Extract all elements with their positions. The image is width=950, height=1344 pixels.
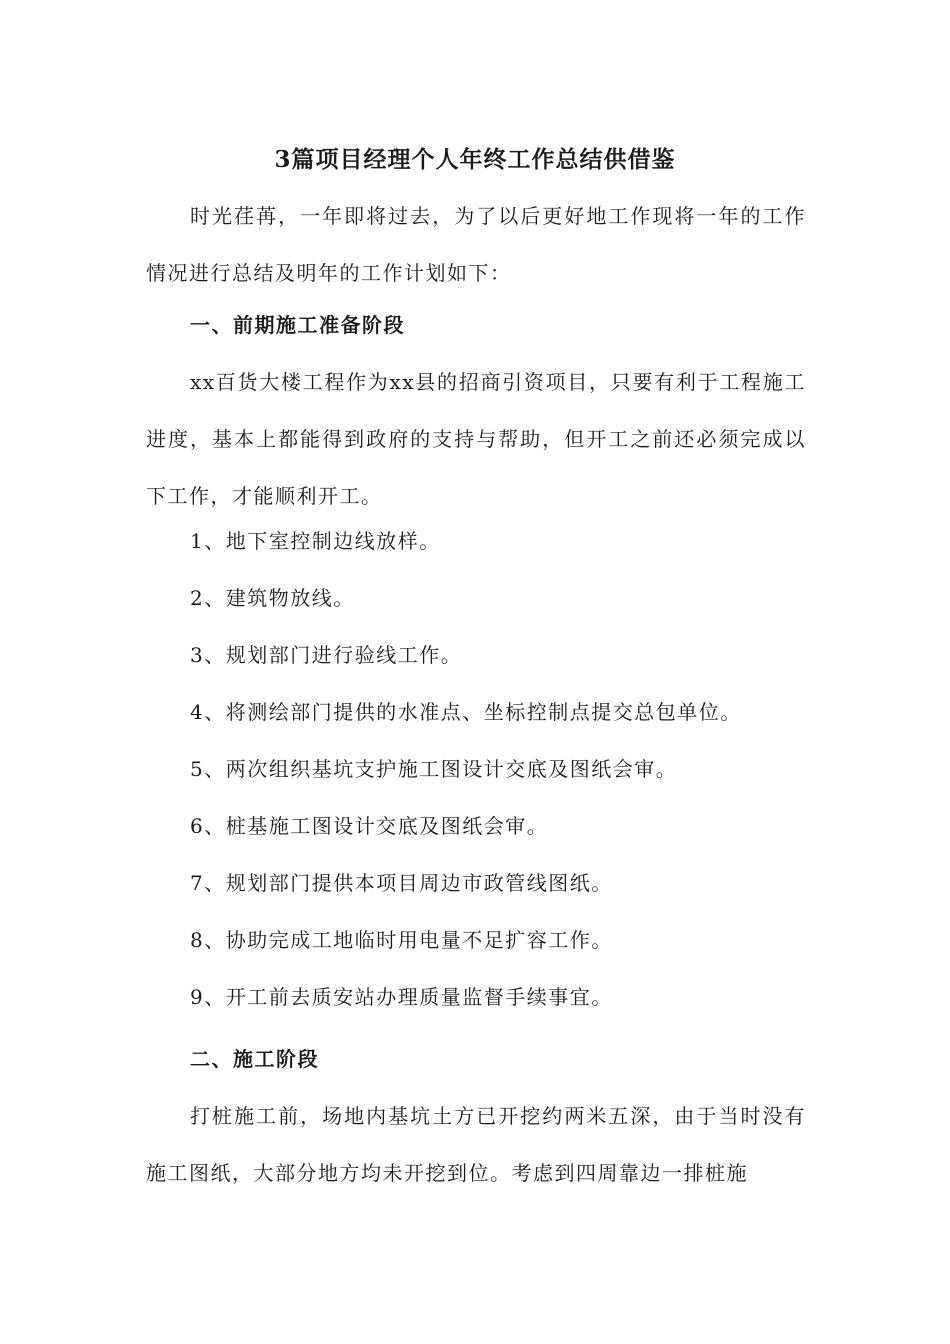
list-item: 8、协助完成工地临时用电量不足扩容工作。 (190, 928, 613, 952)
list-item: 9、开工前去质安站办理质量监督手续事宜。 (190, 985, 613, 1009)
list-item: 6、桩基施工图设计交底及图纸会审。 (190, 814, 549, 838)
section-2-heading: 二、施工阶段 (190, 1047, 319, 1071)
section-1-paragraph: xx百货大楼工程作为xx县的招商引资项目，只要有利于工程施工进度，基本上都能得到政府的支持与帮助，但开工之前还必须完成以下工作，才能顺利开工。 (146, 370, 806, 508)
list-item: 5、两次组织基坑支护施工图设计交底及图纸会审。 (190, 757, 678, 781)
list-item: 2、建筑物放线。 (190, 586, 355, 610)
document-title: 3篇项目经理个人年终工作总结供借鉴 (274, 146, 676, 173)
list-item: 7、规划部门提供本项目周边市政管线图纸。 (190, 871, 613, 895)
intro-paragraph: 时光荏苒，一年即将过去，为了以后更好地工作现将一年的工作情况进行总结及明年的工作计划如下： (146, 204, 806, 285)
list-item: 1、地下室控制边线放样。 (190, 529, 441, 553)
section-1-heading: 一、前期施工准备阶段 (190, 313, 405, 337)
list-item: 3、规划部门进行验线工作。 (190, 643, 463, 667)
section-2-paragraph: 打桩施工前，场地内基坑土方已开挖约两米五深，由于当时没有施工图纸，大部分地方均未开挖到位。考虑到四周靠边一排桩施 (146, 1104, 806, 1185)
list-item: 4、将测绘部门提供的水准点、坐标控制点提交总包单位。 (190, 700, 742, 724)
